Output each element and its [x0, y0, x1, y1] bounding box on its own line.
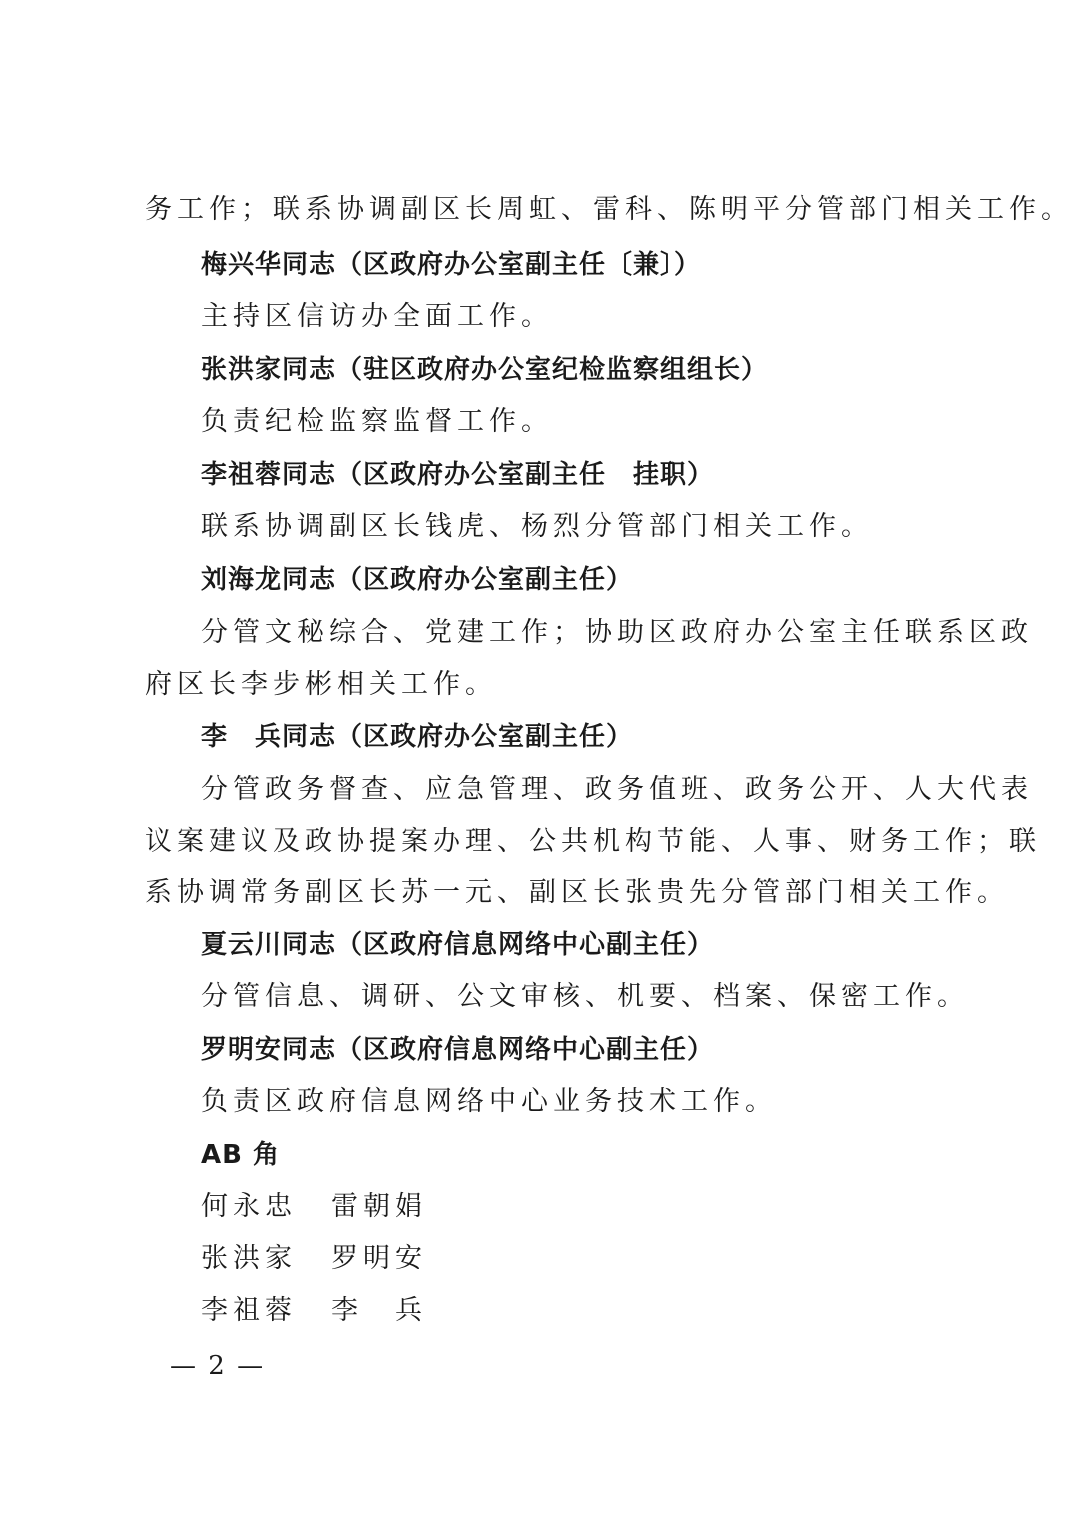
person-heading-mei-xinghua: 梅兴华同志（区政府办公室副主任〔兼〕） — [201, 250, 702, 280]
ab-backup-name: 罗明安 — [331, 1243, 427, 1274]
person-heading-zhang-hongjia: 张洪家同志（驻区政府办公室纪检监察组组长） — [201, 355, 769, 385]
ab-primary-name: 张洪家 — [201, 1243, 297, 1274]
duty-text-continuation: 系协调常务副区长苏一元、副区长张贵先分管部门相关工作。 — [145, 877, 1009, 908]
ab-primary-name: 何永忠 — [201, 1191, 297, 1222]
paragraph-continuation: 务工作；联系协调副区长周虹、雷科、陈明平分管部门相关工作。 — [145, 194, 1073, 225]
duty-text: 负责纪检监察监督工作。 — [201, 406, 553, 437]
duty-text: 分管文秘综合、党建工作；协助区政府办公室主任联系区政 — [201, 617, 1033, 648]
ab-primary-name: 李祖蓉 — [201, 1295, 297, 1326]
ab-backup-name: 李 兵 — [331, 1295, 427, 1326]
duty-text: 分管信息、调研、公文审核、机要、档案、保密工作。 — [201, 981, 969, 1012]
ab-role-heading: AB 角 — [201, 1140, 280, 1170]
person-heading-li-zurong: 李祖蓉同志（区政府办公室副主任 挂职） — [201, 460, 715, 490]
duty-text: 联系协调副区长钱虎、杨烈分管部门相关工作。 — [201, 511, 873, 542]
ab-backup-name: 雷朝娟 — [331, 1191, 427, 1222]
duty-text-continuation: 府区长李步彬相关工作。 — [145, 669, 497, 700]
person-heading-liu-hailong: 刘海龙同志（区政府办公室副主任） — [201, 565, 634, 595]
duty-text: 主持区信访办全面工作。 — [201, 301, 553, 332]
duty-text: 分管政务督查、应急管理、政务值班、政务公开、人大代表 — [201, 774, 1033, 805]
duty-text-continuation: 议案建议及政协提案办理、公共机构节能、人事、财务工作；联 — [145, 826, 1041, 857]
person-heading-xia-yunchuan: 夏云川同志（区政府信息网络中心副主任） — [201, 930, 715, 960]
page-number: — 2 — — [170, 1351, 266, 1381]
duty-text: 负责区政府信息网络中心业务技术工作。 — [201, 1086, 777, 1117]
person-heading-luo-mingan: 罗明安同志（区政府信息网络中心副主任） — [201, 1035, 715, 1065]
person-heading-li-bing: 李 兵同志（区政府办公室副主任） — [201, 722, 634, 752]
